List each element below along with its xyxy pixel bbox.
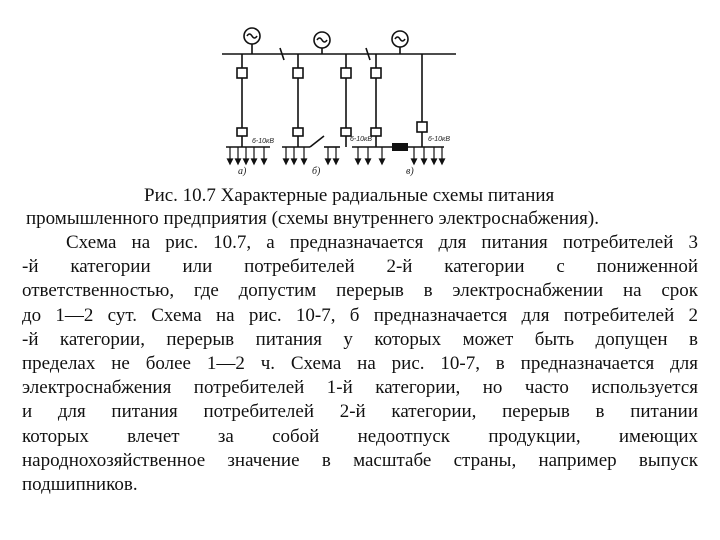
voltage-label-c: 6-10кВ	[428, 136, 450, 143]
sectional-breaker-icon	[392, 143, 408, 151]
subfigure-label-c: в)	[406, 166, 414, 177]
figure-caption	[22, 184, 698, 230]
schematic-svg	[212, 14, 466, 182]
breaker-icon-6	[341, 128, 351, 136]
paragraph-line: -й категории или потребителей 2-й категории с пониженной	[22, 256, 698, 278]
paragraph-line: ответственностью, где допустим перерыв в электроснабжении на срок	[22, 280, 698, 302]
breaker-icon-7	[371, 68, 381, 78]
paragraph-line: подшипников.	[22, 474, 138, 496]
subfigure-label-a: а)	[238, 166, 247, 177]
breaker-icon-9	[417, 122, 427, 132]
paragraph-line: пределах не более 1—2 ч. Схема на рис. 10-7, в предназначается для	[22, 353, 698, 375]
paragraph-line: -й категории, перерыв питания у которых может быть допущен в	[22, 328, 698, 350]
outgoing-feeders	[228, 147, 445, 164]
paragraph-line: народнохозяйственное значение в масштабе страны, например выпуск	[22, 449, 698, 471]
paragraph-line: до 1—2 сут. Схема на рис. 10-7, б предназначается для потребителей 2	[22, 304, 698, 326]
section-switch	[310, 136, 324, 147]
body-paragraph	[22, 231, 698, 497]
breaker-icon-2	[237, 128, 247, 136]
caption-line-2: промышленного предприятия (схемы внутреннего электроснабжения).	[26, 208, 599, 229]
breaker-icon-4	[293, 128, 303, 136]
breaker-icon-3	[293, 68, 303, 78]
radial-supply-schemes-diagram	[212, 14, 466, 182]
breaker-icon-8	[371, 128, 381, 136]
paragraph-line: которых влечет за собой недоотпуск продукции, имеющих	[22, 425, 698, 447]
voltage-label-a: 6-10кВ	[252, 138, 274, 145]
breaker-icon-5	[341, 68, 351, 78]
paragraph-line: Схема на рис. 10.7, а предназначается для питания потребителей 3	[66, 232, 698, 253]
breaker-icon-1	[237, 68, 247, 78]
voltage-label-b: 6-10кВ	[350, 136, 372, 143]
subfigure-label-b: б)	[312, 166, 321, 177]
paragraph-line: и для питания потребителей 2-й категории, перерыв в питании	[22, 401, 698, 423]
paragraph-line: электроснабжения потребителей 1-й категории, но часто используется	[22, 377, 698, 399]
caption-line-1: Рис. 10.7 Характерные радиальные схемы питания	[144, 185, 555, 206]
